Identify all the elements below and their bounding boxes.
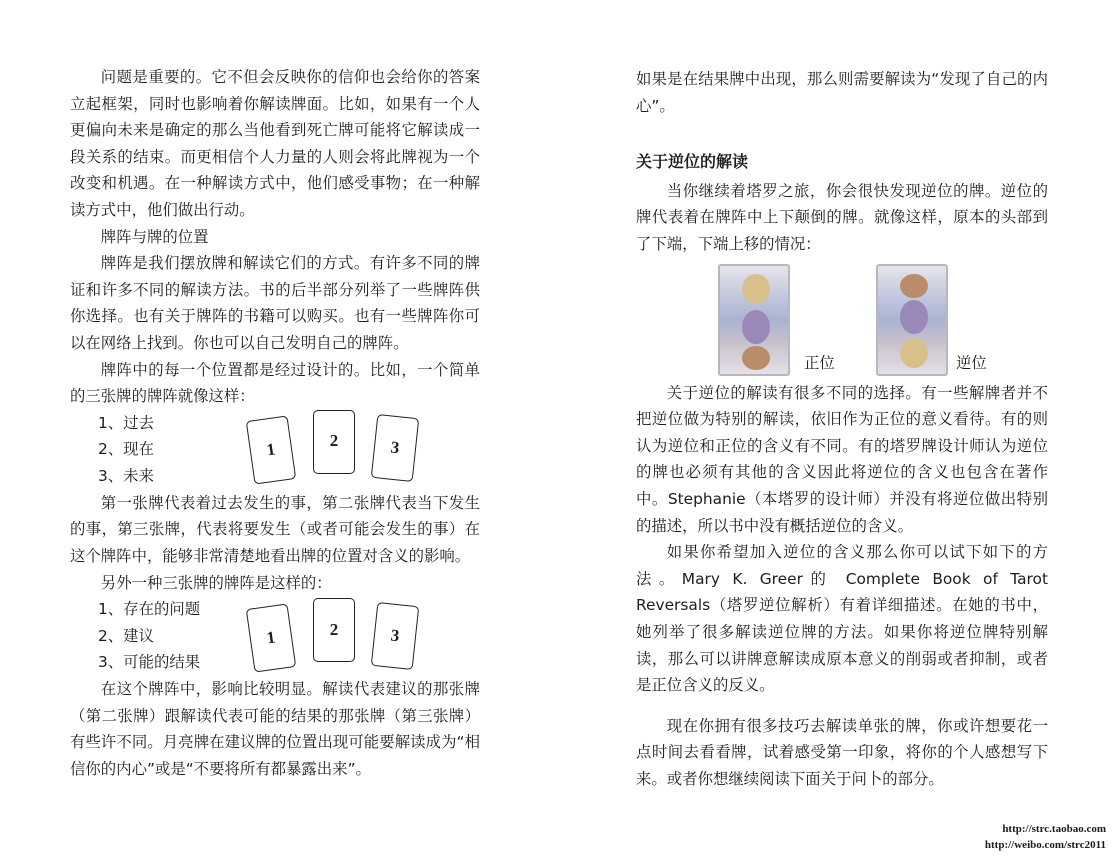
left-page [70, 64, 480, 782]
tarot-card-reversed-image [876, 264, 948, 376]
spread-card: 3 [371, 602, 419, 670]
spread-position-item: 1、存在的问题 [98, 600, 201, 619]
paragraph: 现在你拥有很多技巧去解读单张的牌，你或许想要花一点时间去看看牌，试着感受第一印象，将你的个人感想写下来。或者你想继续阅读下面关于问卜的部分。 [636, 716, 1048, 788]
paragraph: 问题是重要的。它不但会反映你的信仰也会给你的答案立起框架，同时也影响着你解读牌面。比如，如果有一个人更偏向未来是确定的那么当他看到死亡牌可能将它解读成一段关系的结束。而更相信个人力量的人则会将此牌视为一个改变和机遇。在一种解读方式中，他们感受事物；在一种解读方式中，他们做出行动。 [70, 68, 480, 219]
paragraph: 牌阵是我们摆放牌和解读它们的方式。有许多不同的牌证和许多不同的解读方法。书的后半部分列举了一些牌阵供你选择。也有关于牌阵的书籍可以购买。也有一些牌阵你可以在网络上找到。你也可以自己发明自己的牌阵。 [70, 254, 480, 352]
paragraph: 另外一种三张牌的牌阵是这样的： [100, 573, 332, 592]
paragraph: 牌阵中的每一个位置都是经过设计的。比如，一个简单的三张牌的牌阵就像这样： [70, 360, 480, 406]
paragraph: 如果你希望加入逆位的含义那么你可以试下如下的方法。Mary K. Greer的 Complete Book of Tarot Reversals（塔罗逆位解析）有着详细描述。在她的书中，她列举了很多解读逆位牌的方法。如果你将逆位牌特别解读，那么可以讲牌意解读成原本意义的削弱或者抑制，或者是正位含义的反义。 [636, 543, 1048, 695]
spread-card: 2 [313, 410, 355, 474]
paragraph: 关于逆位的解读有很多不同的选择。有一些解牌者并不把逆位做为特别的解读，依旧作为正位的意义看待。有的则认为逆位和正位的含义有不同。有的塔罗牌设计师认为逆位的牌也必须有其他的含义因此将逆位的含义也包含在著作中。Stephanie（本塔罗的设计师）并没有将逆位做出特别的描述，所以书中没有概括逆位的含义。 [636, 383, 1048, 535]
spread-position-item: 3、未来 [98, 466, 154, 485]
right-page [636, 66, 1048, 792]
spread-card: 1 [246, 603, 296, 672]
spread-card: 2 [313, 598, 355, 662]
spread-diagram-2 [70, 596, 480, 676]
spread-card: 3 [371, 414, 419, 482]
spread-position-item: 2、现在 [98, 440, 154, 459]
paragraph: 如果是在结果牌中出现，那么则需要解读为“发现了自己的内心”。 [636, 70, 1048, 115]
paragraph: 当你继续着塔罗之旅，你会很快发现逆位的牌。逆位的牌代表着在牌阵中上下颠倒的牌。就像这样，原本的头部到了下端，下端上移的情况： [636, 181, 1048, 253]
section-subheading: 牌阵与牌的位置 [100, 227, 209, 246]
spread-position-item: 3、可能的结果 [98, 653, 201, 672]
spread-position-list [98, 410, 154, 490]
reversed-label: 逆位 [956, 353, 987, 372]
spread-diagram-1 [70, 410, 480, 490]
tarot-card-upright-image [718, 264, 790, 376]
paragraph: 在这个牌阵中，影响比较明显。解读代表建议的那张牌（第二张牌）跟解读代表可能的结果的那张牌（第三张牌）有些许不同。月亮牌在建议牌的位置出现可能要解读成为“相信你的内心”或是“不要将所有都暴露出来”。 [70, 680, 480, 778]
spread-position-list [98, 596, 200, 676]
tarot-image-row [636, 258, 1048, 380]
spread-position-item: 1、过去 [98, 413, 154, 432]
spread-card: 1 [246, 415, 296, 484]
paragraph: 第一张牌代表着过去发生的事，第二张牌代表当下发生的事，第三张牌，代表将要发生（或者可能会发生的事）在这个牌阵中，能够非常清楚地看出牌的位置对含义的影响。 [70, 493, 480, 565]
spread-position-item: 2、建议 [98, 626, 154, 645]
footer-url-weibo: http://weibo.com/strc2011 [984, 839, 1106, 851]
upright-label: 正位 [804, 353, 835, 372]
section-heading: 关于逆位的解读 [636, 152, 749, 172]
footer-url-shop: http://strc.taobao.com [1002, 823, 1106, 835]
